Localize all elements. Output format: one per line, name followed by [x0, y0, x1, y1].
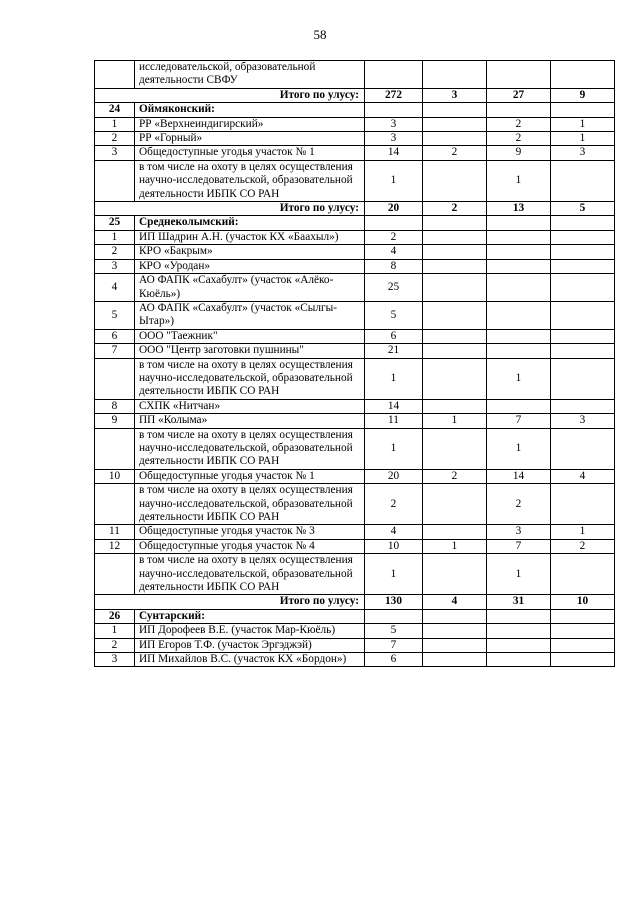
row-col-3: 7	[487, 539, 551, 553]
total-col-2: 4	[423, 595, 487, 609]
row-col-4	[551, 653, 615, 667]
row-number: 2	[95, 245, 135, 259]
row-col-4	[551, 329, 615, 343]
table-row	[95, 230, 615, 244]
row-col-4	[551, 230, 615, 244]
row-col-4	[551, 259, 615, 273]
row-name: КРО «Бакрым»	[135, 245, 365, 259]
table-row	[95, 638, 615, 652]
total-row	[95, 202, 615, 216]
row-name: АО ФАПК «Сахабулт» (участок «Алёко-Кюёль»)	[135, 274, 365, 302]
table-row	[95, 414, 615, 428]
total-col-2: 2	[423, 202, 487, 216]
row-col-1: 11	[365, 414, 423, 428]
empty-cell	[365, 609, 423, 623]
row-name: ИП Дорофеев В.Е. (участок Мар-Кюёль)	[135, 624, 365, 638]
hunting-grounds-table	[94, 60, 615, 667]
table-row	[95, 653, 615, 667]
row-number: 3	[95, 146, 135, 160]
row-col-4	[551, 160, 615, 201]
row-name: ИП Шадрин А.Н. (участок КХ «Баахыл»)	[135, 230, 365, 244]
row-col-4: 1	[551, 132, 615, 146]
row-number	[95, 428, 135, 469]
row-col-4	[551, 61, 615, 89]
row-col-2	[423, 301, 487, 329]
row-col-2: 1	[423, 414, 487, 428]
row-name: Общедоступные угодья участок № 1	[135, 146, 365, 160]
row-number: 5	[95, 301, 135, 329]
row-name: в том числе на охоту в целях осуществления научно-исследовательской, образовательной деятельности ИБПК СО РАН	[135, 428, 365, 469]
empty-cell	[487, 609, 551, 623]
row-number	[95, 554, 135, 595]
row-col-3	[487, 344, 551, 358]
row-col-2	[423, 117, 487, 131]
row-col-3: 7	[487, 414, 551, 428]
table-row	[95, 301, 615, 329]
row-col-4	[551, 428, 615, 469]
row-col-4	[551, 624, 615, 638]
empty-cell	[551, 216, 615, 230]
row-name: в том числе на охоту в целях осуществления научно-исследовательской, образовательной деятельности ИБПК СО РАН	[135, 554, 365, 595]
row-number: 7	[95, 344, 135, 358]
empty-cell	[423, 103, 487, 117]
row-number: 2	[95, 638, 135, 652]
table-row	[95, 61, 615, 89]
row-name: Общедоступные угодья участок № 1	[135, 469, 365, 483]
row-name: в том числе на охоту в целях осуществления научно-исследовательской, образовательной деятельности ИБПК СО РАН	[135, 484, 365, 525]
total-col-2: 3	[423, 88, 487, 102]
empty-cell	[487, 103, 551, 117]
district-name: Среднеколымский:	[135, 216, 365, 230]
row-col-1: 5	[365, 624, 423, 638]
row-number: 9	[95, 414, 135, 428]
row-number: 10	[95, 469, 135, 483]
row-col-2	[423, 428, 487, 469]
district-number: 26	[95, 609, 135, 623]
total-col-3: 13	[487, 202, 551, 216]
table-row	[95, 329, 615, 343]
row-col-2	[423, 344, 487, 358]
row-number: 8	[95, 399, 135, 413]
empty-cell	[487, 216, 551, 230]
row-col-3	[487, 624, 551, 638]
table-row	[95, 525, 615, 539]
row-number: 1	[95, 230, 135, 244]
row-col-3: 1	[487, 160, 551, 201]
row-col-1: 1	[365, 428, 423, 469]
row-col-3	[487, 61, 551, 89]
total-label: Итого по улусу:	[95, 595, 365, 609]
district-number: 24	[95, 103, 135, 117]
row-col-2	[423, 230, 487, 244]
row-number: 3	[95, 653, 135, 667]
row-col-4	[551, 358, 615, 399]
row-col-3: 2	[487, 132, 551, 146]
row-col-1: 1	[365, 554, 423, 595]
row-number: 3	[95, 259, 135, 273]
row-col-4: 2	[551, 539, 615, 553]
page-number: 58	[313, 27, 327, 42]
row-col-4	[551, 484, 615, 525]
table-row	[95, 146, 615, 160]
row-col-3	[487, 301, 551, 329]
empty-cell	[551, 609, 615, 623]
row-col-1	[365, 61, 423, 89]
row-col-3	[487, 259, 551, 273]
row-col-4: 1	[551, 525, 615, 539]
row-col-3: 1	[487, 428, 551, 469]
row-col-3: 2	[487, 484, 551, 525]
empty-cell	[365, 216, 423, 230]
row-name: ИП Егоров Т.Ф. (участок Эргэджэй)	[135, 638, 365, 652]
district-number: 25	[95, 216, 135, 230]
total-col-3: 27	[487, 88, 551, 102]
row-col-4: 3	[551, 146, 615, 160]
row-col-3	[487, 230, 551, 244]
total-row	[95, 88, 615, 102]
total-row	[95, 595, 615, 609]
row-col-1: 8	[365, 259, 423, 273]
row-col-1: 7	[365, 638, 423, 652]
row-col-2: 2	[423, 146, 487, 160]
row-col-1: 6	[365, 329, 423, 343]
row-col-3: 2	[487, 117, 551, 131]
row-name: АО ФАПК «Сахабулт» (участок «Сылгы-Ытар»)	[135, 301, 365, 329]
empty-cell	[423, 609, 487, 623]
table-row	[95, 624, 615, 638]
row-col-2	[423, 245, 487, 259]
table-row	[95, 428, 615, 469]
row-col-2	[423, 259, 487, 273]
table-row	[95, 117, 615, 131]
row-name: СХПК «Нитчан»	[135, 399, 365, 413]
row-col-4: 1	[551, 117, 615, 131]
row-name: КРО «Уродан»	[135, 259, 365, 273]
empty-cell	[423, 216, 487, 230]
row-number: 12	[95, 539, 135, 553]
row-col-2	[423, 329, 487, 343]
total-col-3: 31	[487, 595, 551, 609]
total-col-4: 10	[551, 595, 615, 609]
row-name: РР «Верхнеиндигирский»	[135, 117, 365, 131]
row-col-4	[551, 301, 615, 329]
table-row	[95, 274, 615, 302]
table-row	[95, 399, 615, 413]
row-col-2	[423, 274, 487, 302]
row-number: 2	[95, 132, 135, 146]
row-number	[95, 160, 135, 201]
total-col-1: 272	[365, 88, 423, 102]
row-col-3	[487, 399, 551, 413]
district-row	[95, 216, 615, 230]
row-col-1: 10	[365, 539, 423, 553]
row-col-1: 4	[365, 245, 423, 259]
row-col-1: 14	[365, 399, 423, 413]
row-col-4	[551, 344, 615, 358]
row-number: 4	[95, 274, 135, 302]
row-name: ИП Михайлов В.С. (участок КХ «Бордон»)	[135, 653, 365, 667]
row-col-1: 2	[365, 230, 423, 244]
empty-cell	[365, 103, 423, 117]
row-name: РР «Горный»	[135, 132, 365, 146]
row-col-4	[551, 638, 615, 652]
row-col-1: 25	[365, 274, 423, 302]
row-col-4	[551, 554, 615, 595]
row-col-4: 3	[551, 414, 615, 428]
row-col-2: 2	[423, 469, 487, 483]
row-col-4	[551, 274, 615, 302]
row-col-1: 4	[365, 525, 423, 539]
total-col-4: 5	[551, 202, 615, 216]
row-col-1: 6	[365, 653, 423, 667]
table-row	[95, 259, 615, 273]
row-number: 6	[95, 329, 135, 343]
table-row	[95, 160, 615, 201]
table-row	[95, 539, 615, 553]
district-row	[95, 103, 615, 117]
row-number: 1	[95, 624, 135, 638]
row-col-2	[423, 638, 487, 652]
row-col-1: 21	[365, 344, 423, 358]
row-col-3: 14	[487, 469, 551, 483]
row-col-2	[423, 653, 487, 667]
row-col-1: 3	[365, 132, 423, 146]
row-col-2	[423, 525, 487, 539]
row-col-2	[423, 399, 487, 413]
row-name: в том числе на охоту в целях осуществления научно-исследовательской, образовательной деятельности ИБПК СО РАН	[135, 160, 365, 201]
row-col-3: 1	[487, 358, 551, 399]
row-name: ООО "Таежник"	[135, 329, 365, 343]
row-col-2	[423, 358, 487, 399]
row-col-1: 14	[365, 146, 423, 160]
row-col-2	[423, 554, 487, 595]
row-col-4: 4	[551, 469, 615, 483]
row-number	[95, 61, 135, 89]
table-row	[95, 245, 615, 259]
row-col-3	[487, 653, 551, 667]
row-name: в том числе на охоту в целях осуществления научно-исследовательской, образовательной деятельности ИБПК СО РАН	[135, 358, 365, 399]
total-col-4: 9	[551, 88, 615, 102]
empty-cell	[551, 103, 615, 117]
total-label: Итого по улусу:	[95, 202, 365, 216]
row-col-3: 9	[487, 146, 551, 160]
row-col-1: 3	[365, 117, 423, 131]
row-col-3	[487, 638, 551, 652]
row-col-3	[487, 329, 551, 343]
district-name: Оймяконский:	[135, 103, 365, 117]
table-body	[95, 61, 615, 667]
row-col-1: 1	[365, 358, 423, 399]
row-col-4	[551, 245, 615, 259]
row-name: ПП «Колыма»	[135, 414, 365, 428]
row-col-3	[487, 274, 551, 302]
row-name: исследовательской, образовательной деятельности СВФУ	[135, 61, 365, 89]
table-row	[95, 469, 615, 483]
row-col-3: 3	[487, 525, 551, 539]
row-col-3	[487, 245, 551, 259]
row-number	[95, 484, 135, 525]
table-row	[95, 132, 615, 146]
table-row	[95, 554, 615, 595]
total-col-1: 130	[365, 595, 423, 609]
row-name: Общедоступные угодья участок № 4	[135, 539, 365, 553]
total-label: Итого по улусу:	[95, 88, 365, 102]
row-col-3: 1	[487, 554, 551, 595]
row-col-1: 2	[365, 484, 423, 525]
row-number: 1	[95, 117, 135, 131]
row-name: ООО "Центр заготовки пушнины"	[135, 344, 365, 358]
row-number	[95, 358, 135, 399]
table-row	[95, 484, 615, 525]
row-col-1: 1	[365, 160, 423, 201]
row-col-2	[423, 484, 487, 525]
row-col-4	[551, 399, 615, 413]
row-col-2	[423, 132, 487, 146]
row-number: 11	[95, 525, 135, 539]
row-col-1: 5	[365, 301, 423, 329]
table-row	[95, 358, 615, 399]
total-col-1: 20	[365, 202, 423, 216]
row-col-2	[423, 624, 487, 638]
table-row	[95, 344, 615, 358]
district-name: Сунтарский:	[135, 609, 365, 623]
row-col-2: 1	[423, 539, 487, 553]
district-row	[95, 609, 615, 623]
row-col-2	[423, 160, 487, 201]
row-col-1: 20	[365, 469, 423, 483]
row-name: Общедоступные угодья участок № 3	[135, 525, 365, 539]
row-col-2	[423, 61, 487, 89]
